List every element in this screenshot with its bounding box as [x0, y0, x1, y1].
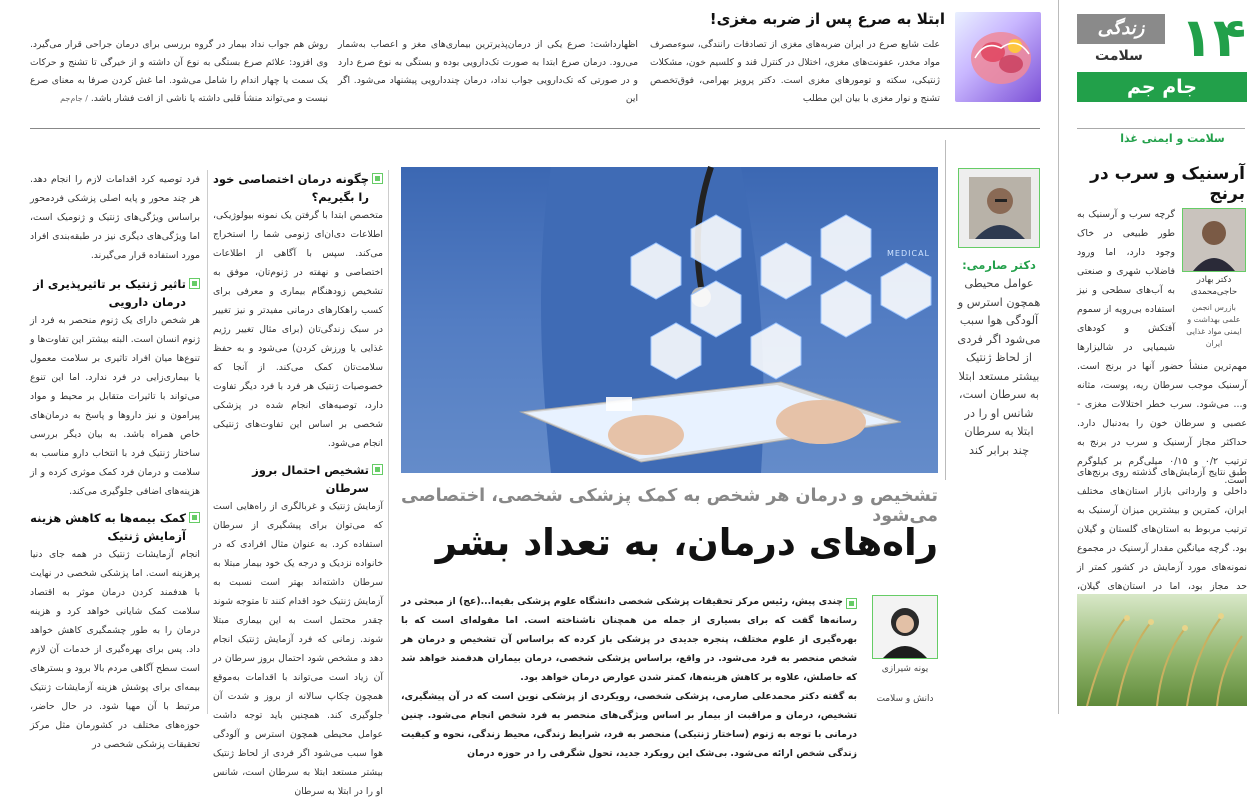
col-a-heading-1 [213, 170, 383, 206]
col-b-para-1: هر شخص دارای یک ژنوم منحصر به فرد از ژنوم انسان است. البته بیشتر این تفاوت‌ها و تنوع‌ها میان افراد تاثیری بر سلامت معمول یا بیماری‌زایی در فرد ندارد. اما این تنوع می‌تواند با تاثیرات متقابل بر محیط و مواد پیرامون و نیز داروها و پاسخ به درمان‌های خاص همراه باشد. به بیان دیگر بررسی ساختار ژنتیک فرد با انتخاب دارو مناسب به سلامت و درمان فرد کمک موثری کرده و از هزینه‌های اضافی جلوگیری می‌کند. [30, 315, 200, 497]
col-a-para-1: متخصص ابتدا با گرفتن یک نمونه بیولوژیکی، اطلاعات دی‌ان‌ای ژنومی شما را استخراج می‌کند. سپس با آگاهی از اطلاعات اختصاصی و نهفته در ژنوم‌تان، موفق به تشخیص زودهنگام بیماری و معرفی برای کسب راهکارهای درمانی مفیدتر و نیز تغییر در سبک زندگی‌تان (برای مثال تغییر رژیم غذایی یا ورزش کردن) می‌شود و به حفظ سلامت‌تان کمک می‌کند. از آنجا که خصوصیات ژنتیک هر فرد با فرد دیگر تفاوت دارد، توصیه‌های انجام شده در پزشکی شخصی بر اساس این تفاوت‌های ژنتیکی انجام می‌شود. [213, 210, 383, 449]
sidebar-para1 [1077, 205, 1247, 486]
reporter-name: یونه شیرازی [881, 664, 929, 674]
col-a-divider [388, 170, 389, 714]
col-b-heading-2-text: کمک بیمه‌ها به کاهش هزینه آزمایش ژنتیک [30, 511, 186, 543]
col-b-divider [207, 170, 208, 714]
bullet-icon [189, 512, 200, 523]
author-role: بازرس انجمن علمی بهداشت و ایمنی مواد غذایی ایران [1186, 303, 1242, 348]
top-story-credit: / جام‌جم [60, 94, 88, 103]
col-b-heading-1 [30, 275, 200, 311]
main-subtitle: تشخیص و درمان هر شخص به کمک پزشکی شخصی، اختصاصی می‌شود [401, 486, 938, 526]
bullet-icon [846, 598, 857, 609]
masthead-number: ۱۴ [1180, 6, 1246, 69]
top-story-col2: اظهارداشت: صرع یکی از درمان‌پذیرترین بیماری‌های مغز و اعصاب به‌شمار می‌رود. درمان صرع ابتدا به صورت تک‌دارویی بوده و بستگی به نوع صرع دارد و در صورتی که تک‌دارویی جواب نداد، درمان چنددارویی پیشنهاد می‌شود. اگر این [338, 39, 638, 104]
col-a-heading-1-text: چگونه درمان اختصاصی خود را بگیریم؟ [213, 172, 369, 204]
top-divider [30, 128, 1040, 129]
col-b-heading-2 [30, 509, 200, 545]
sidebar-title: آرسنیک و سرب در برنج [1090, 164, 1245, 204]
brain-image [955, 12, 1041, 102]
main-lead [401, 592, 857, 687]
col-a-heading-2-text: تشخیص احتمال بروز سرطان [252, 463, 369, 495]
top-story-col3 [30, 36, 328, 108]
main-lead-text: چندی پیش، رئیس مرکز تحقیقات پزشکی شخصی دانشگاه علوم پزشکی بقیه‌ا...(عج) از مبحثی در رسانه‌ها گفت که برای بسیاری از جمله من همچنان ناشناخته است. اما مقوله‌ای است که با بهره‌گیری از علوم مختلف، پنجره جدیدی در پزشکی باز کرده که براساس آن تشخیص و درمان هر شخص منحصر به فرد می‌شود. در واقع، براساس پزشکی شخصی، درمان بیماران هدفمند خواهد شد که حاصلش، علاوه بر کاهش هزینه‌ها، کمتر شدن عوارض درمان خواهد بود. [401, 596, 857, 683]
sidebar-top-rule [1077, 128, 1245, 129]
col-b-para-0: فرد توصیه کرد اقدامات لازم را انجام دهد. هر چند محور و پایه اصلی پزشکی فردمحور براساس ویژگی‌های ژنتیک و ژنومیک است، اما ویژگی‌های دیگری نیز در طبقه‌بندی افراد مورد استفاده قرار می‌گیرند. [30, 174, 200, 261]
brain-icon [955, 12, 1041, 102]
hero-image-label: MEDICAL [887, 249, 930, 258]
rice-photo [1077, 594, 1247, 706]
col-a [213, 170, 383, 797]
quote-name: دکتر صارمی: [962, 258, 1036, 272]
reporter-avatar-icon [873, 596, 937, 658]
quote-text: عوامل محیطی همچون استرس و آلودگی هوا سبب می‌شود اگر فردی از لحاظ ژنتیک بیشتر مستعد ابتلا به سرطان است، شانس او را در ابتلا به سرطان چند برابر کند [957, 277, 1041, 457]
sidebar-para1-text: گرچه سرب و آرسنیک به طور طبیعی در خاک وجود دارد، اما ورود فاضلاب شهری و صنعتی به آب‌های سطحی و نیز استفاده بی‌رویه از سموم آفتکش و کودهای شیمیایی در شالیزارها مهم‌ترین منشأ حضور آنها در برنج است. آرسنیک موجب سرطان ریه، پوست، مثانه و... می‌شود. سرب خطر اختلالات مغزی - عصبی و سرطان خون را به‌دنبال دارد. حداکثر مجاز آرسنیک و سرب در برنج به ترتیب ۰/۲ و ۰/۱۵ میلی‌گرم بر کیلوگرم است. [1077, 209, 1247, 486]
quote-divider [945, 140, 946, 480]
author-name: دکتر بهادر حاجی‌محمدی [1190, 275, 1238, 297]
top-story-col1: علت شایع صرع در ایران ضربه‌های مغزی از تصادفات رانندگی، سوء‌مصرف مواد مخدر، عفونت‌های مغزی، اختلال در کنترل قند و کلسیم خون، مشکلات ژنتیکی، سکته و تومورهای مغزی است. دکتر پرویز بهرامی، فوق‌تخصص تشنج و نوار مغزی با بیان این مطلب [650, 39, 940, 104]
masthead-zendegi: زندگی [1077, 14, 1165, 44]
quote-photo-frame [958, 168, 1040, 248]
hero-image [401, 167, 938, 473]
main-lead2: به گفته دکتر محمدعلی صارمی، پزشکی شخصی، رویکردی از پزشکی نوین است که در آن پیشگیری، تشخیص، درمان و مراقبت از بیمار بر اساس ویژگی‌های منحصر به فرد شخص انجام می‌شود. چنین درمانی با توجه به ژنوم (ساختار ژنتیکی) منحصر به فرد، شرایط زندگی، محیط زندگی، نحوه و کیفیت زندگی شخص ارائه می‌شود. بی‌شک این رویکرد جدید، تحول شگرفی را در حوزه درمان [401, 691, 857, 759]
reporter-photo [872, 595, 938, 659]
col-b-para-2: انجام آزمایشات ژنتیک در همه جای دنیا پرهزینه است. اما پزشکی شخصی در نهایت با هدفمند کردن درمان موثر به اقتصاد سلامت کمک شایانی خواهد کرد و هزینه درمان را به طور چشمگیری کاهش خواهد داد. پس برای بهره‌گیری از خدمات آن لازم است سطح آگاهی مردم بالا برود و بسترهای بیمه‌ای برای پوشش هزینه آزمایشات ژنتیک مرتبط با آن مهیا شود. در حال حاضر، حوزه‌های مختلف در کشورمان مثل مرکز تحقیقات پزشکی شخصی در [30, 549, 200, 750]
top-story-col3-text: روش هم جواب نداد بیمار در گروه بررسی برای درمان جراحی قرار می‌گیرد. وی افزود: علائم صرع بستگی به نوع آن داشته و از خیرگی تا تشنج و حرکات یک سمت یا چهار اندام را شامل می‌شود. اما غش کردن صرفا به معنای صرع نیست و می‌تواند منشأ قلبی داشته یا ناشی از افت فشار باشد. [30, 39, 328, 104]
masthead-brand: جام جم [1077, 72, 1247, 102]
sidebar-kicker: سلامت و ایمنی غذا [1120, 132, 1225, 145]
main-title: راه‌های درمان، به تعداد بشر [435, 521, 938, 564]
bullet-icon [372, 464, 383, 475]
top-story-title: ابتلا به صرع پس از ضربه مغزی! [709, 10, 945, 28]
doctor-portrait-icon [959, 169, 1039, 247]
medical-hexagon-icon [401, 167, 938, 473]
reporter-dept: دانش و سلامت [876, 694, 934, 704]
sidebar-para2: طبق نتایج آزمایش‌های گذشته روی برنج‌های داخلی و وارداتی بازار استان‌های مختلف ایران، کمترین و بیشترین میزان آرسنیک به ترتیب مربوط به استان‌های گلستان و گیلان بود. گرچه میانگین مقدار آرسنیک در مجموع نمونه‌های مورد آزمایش در کشور کمتر از حد مجاز بود، اما در استان‌های گیلان، [1077, 467, 1247, 592]
bullet-icon [189, 278, 200, 289]
sidebar-divider [1058, 0, 1059, 714]
col-b-heading-1-text: تاثیر ژنتیک بر تاثیرپذیری از درمان دارویی [33, 277, 186, 309]
rice-plant-icon [1077, 594, 1247, 706]
col-a-para-2: آزمایش ژنتیک و غربالگری از راه‌هایی است که می‌توان برای پیشگیری از سرطان استفاده کرد. به عنوان مثال افرادی که در خانواده نزدیک و درجه یک خود بیمار مبتلا به سرطان داشته‌اند بهتر است نسبت به آزمایش ژنتیک خود اقدام کنند تا متوجه شوند چقدر محتمل است به این بیماری مبتلا شوند. زمانی که فرد آزمایش ژنتیک انجام دهد و مشخص شود احتمال بروز سرطان در آن زیاد است می‌تواند با اقدامات به‌موقع همچون چکاپ سالانه از بروز و شدت آن جلوگیری کند. همچنین باید توجه داشت عوامل محیطی همچون استرس و آلودگی هوا سبب می‌شود اگر فردی از لحاظ ژنتیک بیشتر مستعد ابتلا به سرطان است، شانس او را در ابتلا به سرطان [213, 501, 383, 797]
masthead [1075, 8, 1250, 108]
col-b [30, 170, 200, 750]
sidebar-float-spacer [1175, 205, 1247, 357]
main-lead-block [401, 592, 857, 759]
col-a-heading-2 [213, 461, 383, 497]
masthead-salamat: سلامت [1095, 48, 1143, 64]
bullet-icon [372, 173, 383, 184]
